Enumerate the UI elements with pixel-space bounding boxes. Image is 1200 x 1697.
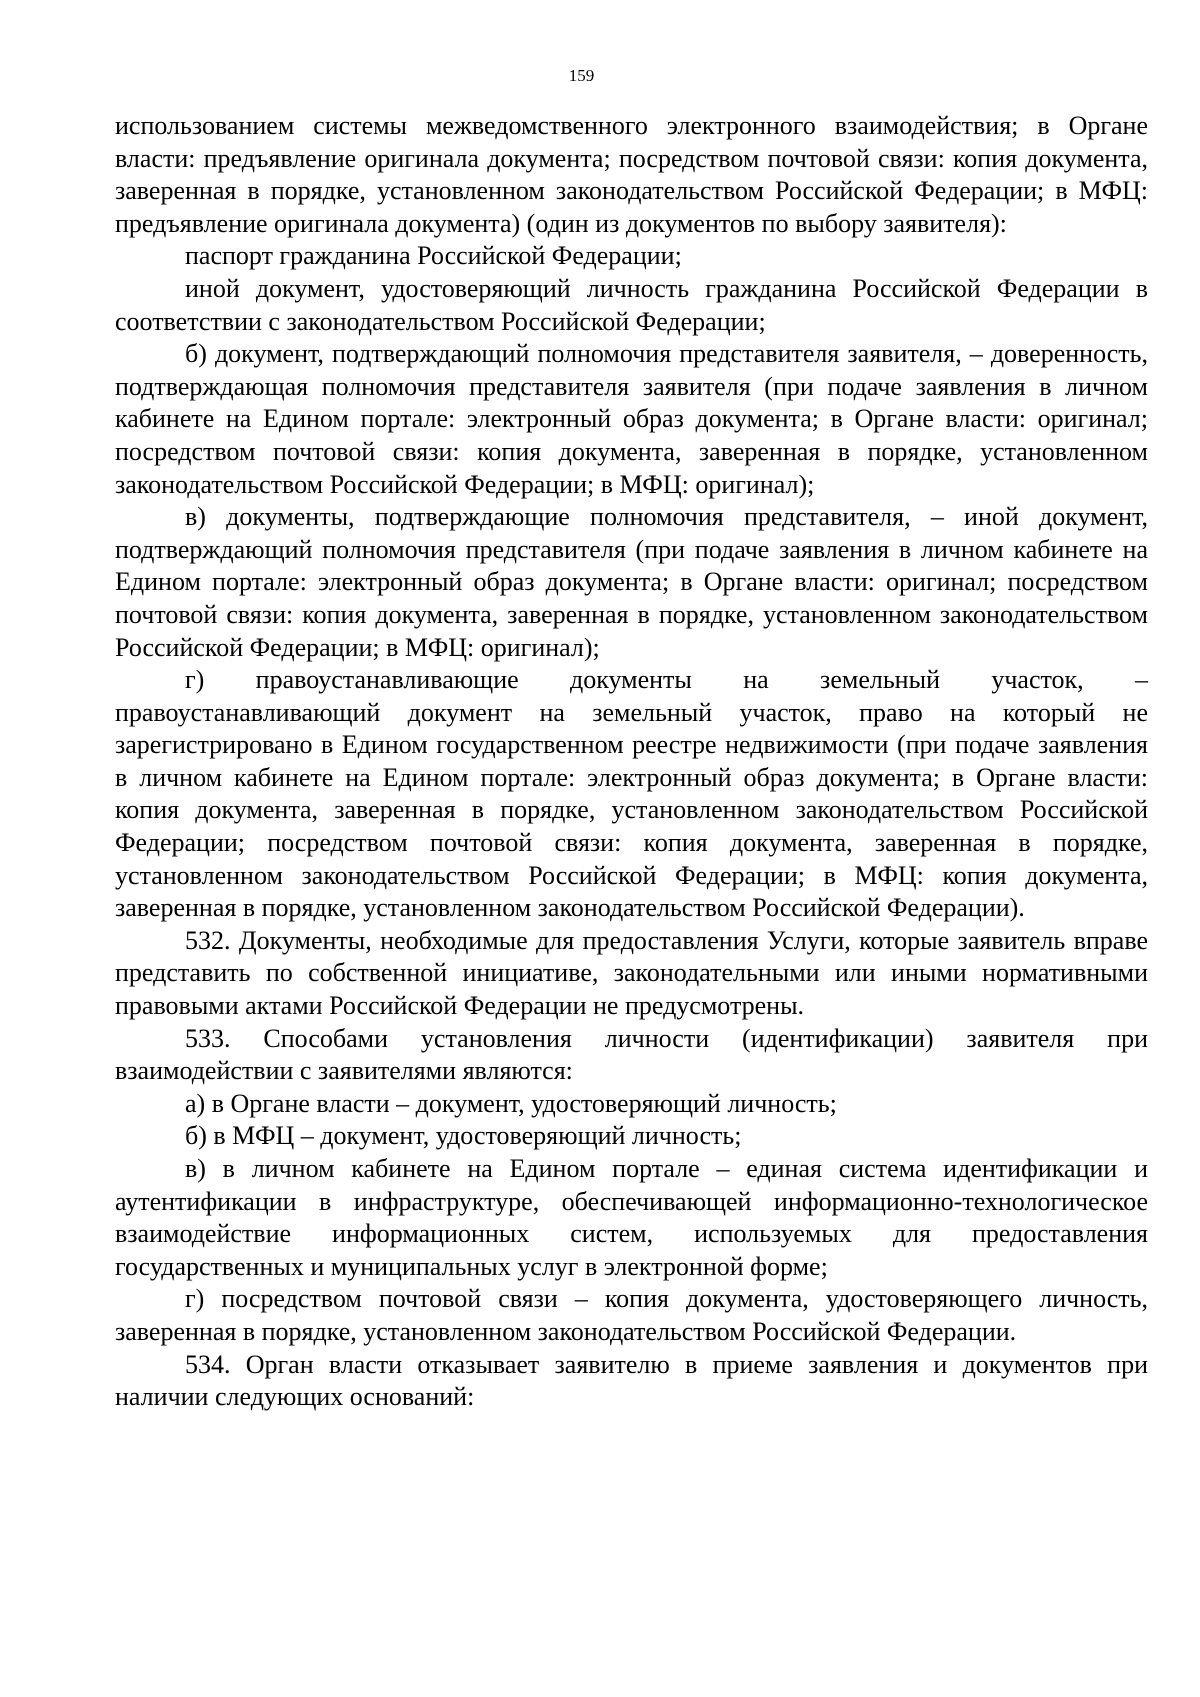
paragraph-533-a: а) в Органе власти – документ, удостоверяющий личность; <box>185 1088 837 1118</box>
paragraph-item-v-representative-documents: в) документы, подтверждающие полномочия представителя, – иной документ, подтверждающий полномочия представителя (при подаче заявления в личном кабинете на Едином портале: электронный образ документа; в Органе власти: оригинал; посредством почтовой связи: копия документа, заверенная в порядке, установленном законодательством Российской Федерации; в МФЦ: оригинал); <box>115 502 1148 662</box>
page-number: 159 <box>568 66 595 85</box>
paragraph-other-identity-document: иной документ, удостоверяющий личность гражданина Российской Федерации в соответствии с законодательством Российской Федерации; <box>115 273 1148 336</box>
paragraph-intro-continuation: использованием системы межведомственного электронного взаимодействия; в Органе власти: предъявление оригинала документа; посредством почтовой связи: копия документа, заверенная в порядке, установленном законодательством Российской Федерации; в МФЦ: предъявление оригинала документа) (один из документов по выбору заявителя): <box>115 111 1148 238</box>
paragraph-clause-532: 532. Документы, необходимые для предоставления Услуги, которые заявитель вправе представить по собственной инициативе, законодательными или иными нормативными правовыми актами Российской Федерации не предусмотрены. <box>115 925 1148 1021</box>
paragraph-item-b-power-of-attorney: б) документ, подтверждающий полномочия представителя заявителя, – доверенность, подтверждающая полномочия представителя заявителя (при подаче заявления в личном кабинете на Едином портале: электронный образ документа; в Органе власти: оригинал; посредством почтовой связи: копия документа, заверенная в порядке, установленном законодательством Российской Федерации; в МФЦ: оригинал); <box>115 339 1148 499</box>
paragraph-item-g-land-title-documents: г) правоустанавливающие документы на земельный участок, – правоустанавливающий документ на земельный участок, право на который не зарегистрировано в Едином государственном реестре недвижимости (при подаче заявления в личном кабинете на Едином портале: электронный образ документа; в Органе власти: копия документа, заверенная в порядке, установленном законодательством Российской Федерации; посредством почтовой связи: копия документа, заверенная в порядке, установленном законодательством Российской Федерации; в МФЦ: копия документа, заверенная в порядке, установленном законодательством Российской Федерации). <box>115 665 1148 923</box>
paragraph-533-v: в) в личном кабинете на Едином портале – единая система идентификации и аутентификации в инфраструктуре, обеспечивающей информационно-технологическое взаимодействие информационных систем, используемых для предоставления государственных и муниципальных услуг в электронной форме; <box>115 1154 1148 1281</box>
paragraph-passport: паспорт гражданина Российской Федерации; <box>185 241 682 271</box>
paragraph-clause-533: 533. Способами установления личности (идентификации) заявителя при взаимодействии с заявителями являются: <box>115 1023 1148 1086</box>
paragraph-533-b: б) в МФЦ – документ, удостоверяющий личность; <box>185 1121 742 1151</box>
document-body <box>115 110 1148 1414</box>
paragraph-533-g: г) посредством почтовой связи – копия документа, удостоверяющего личность, заверенная в порядке, установленном законодательством Российской Федерации. <box>115 1284 1148 1346</box>
paragraph-clause-534: 534. Орган власти отказывает заявителю в приеме заявления и документов при наличии следующих оснований: <box>115 1349 1148 1412</box>
